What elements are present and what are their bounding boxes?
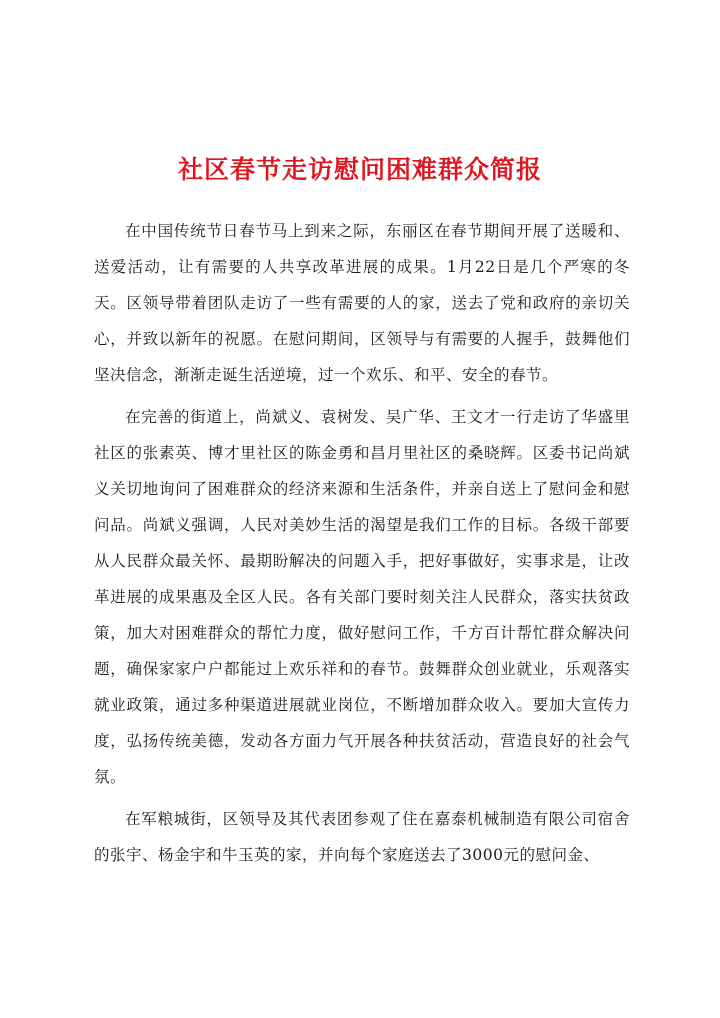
document-title: 社区春节走访慰问困难群众简报 [177, 155, 542, 184]
paragraph-1: 在中国传统节日春节马上到来之际，东丽区在春节期间开展了送暖和、送爱活动，让有需要的人共享改革进展的成果。1月22日是几个严寒的冬天。区领导带着团队走访了一些有需要的人的家，送去了党和政府的亲切关心，并致以新年的祝愿。在慰问期间，区领导与有需要的人握手，鼓舞他们坚决信念，渐渐走诞生活逆境，过一个欢乐、和平、安全的春节。 [94, 222, 630, 384]
paragraph-3: 在军粮城街，区领导及其代表团参观了住在嘉泰机械制造有限公司宿舍的张宇、杨金宇和牛玉英的家，并向每个家庭送去了3000元的慰问金、 [94, 810, 630, 864]
document-body [94, 213, 630, 879]
paragraph-2: 在完善的街道上，尚斌义、袁树发、吴广华、王文才一行走访了华盛里社区的张素英、博才里社区的陈金勇和昌月里社区的桑晓辉。区委书记尚斌义关切地询问了困难群众的经济来源和生活条件，并亲自送上了慰问金和慰问品。尚斌义强调，人民对美妙生活的渴望是我们工作的目标。各级干部要从人民群众最关怀、最期盼解决的问题入手，把好事做好，实事求是，让改革进展的成果惠及全区人民。各有关部门要时刻关注人民群众，落实扶贫政策，加大对困难群众的帮忙力度，做好慰问工作，千方百计帮忙群众解决问题，确保家家户户都能过上欢乐祥和的春节。鼓舞群众创业就业，乐观落实就业政策，通过多种渠道进展就业岗位，不断增加群众收入。要加大宣传力度，弘扬传统美德，发动各方面力气开展各种扶贫活动，营造良好的社会气氛。 [94, 408, 630, 786]
